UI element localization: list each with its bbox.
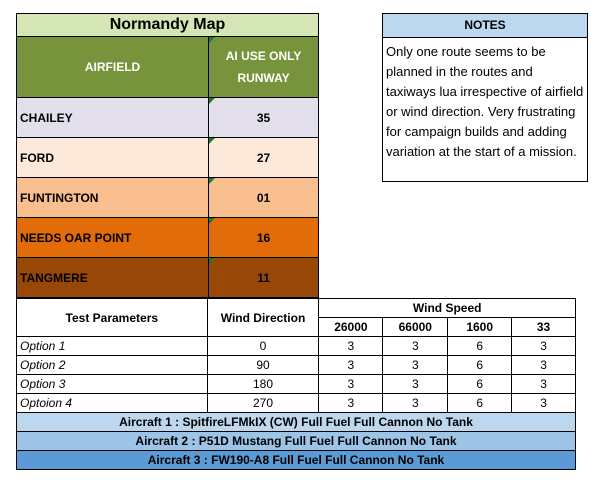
notes-title[interactable]: NOTES [383, 14, 587, 38]
airfield-row [17, 98, 319, 138]
wind-speed-column[interactable]: 1600 [448, 318, 512, 337]
airfield-runway[interactable] [209, 258, 319, 298]
comment-marker-icon [209, 138, 215, 144]
comment-marker-icon [209, 218, 215, 224]
wind-speed-header[interactable]: Wind Speed [319, 299, 576, 318]
runway-column-header-label: AI USE ONLY RUNWAY [225, 49, 302, 85]
airfield-runway[interactable] [209, 138, 319, 178]
wind-direction-cell[interactable]: 90 [207, 356, 319, 375]
wind-speed-cell[interactable]: 3 [383, 375, 448, 394]
option-label[interactable]: Optoion 4 [17, 394, 208, 413]
aircraft-1-cell[interactable]: Aircraft 1 : SpitfireLFMkIX (CW) Full Fuel Full Cannon No Tank [17, 413, 576, 432]
airfield-column-header[interactable]: AIRFIELD [17, 37, 209, 98]
airfield-name[interactable]: CHAILEY [17, 98, 209, 138]
aircraft-row [17, 451, 576, 470]
option-row [17, 337, 576, 356]
wind-speed-cell[interactable]: 3 [319, 394, 383, 413]
airfield-runway[interactable] [209, 98, 319, 138]
wind-speed-column[interactable]: 26000 [319, 318, 383, 337]
wind-speed-cell[interactable]: 3 [383, 356, 448, 375]
wind-speed-column[interactable]: 66000 [383, 318, 448, 337]
wind-speed-cell[interactable]: 3 [383, 394, 448, 413]
airfield-name[interactable]: TANGMERE [17, 258, 209, 298]
wind-speed-cell[interactable]: 3 [319, 375, 383, 394]
aircraft-row [17, 432, 576, 451]
comment-marker-icon [209, 258, 215, 264]
airfield-runway-value: 16 [256, 230, 271, 245]
airfield-name[interactable]: FUNTINGTON [17, 178, 209, 218]
wind-speed-cell[interactable]: 6 [448, 337, 512, 356]
option-label[interactable]: Option 2 [17, 356, 208, 375]
notes-box [382, 13, 588, 182]
wind-direction-cell[interactable]: 270 [207, 394, 319, 413]
wind-direction-cell[interactable]: 180 [207, 375, 319, 394]
wind-speed-cell[interactable]: 3 [319, 356, 383, 375]
aircraft-2-cell[interactable]: Aircraft 2 : P51D Mustang Full Fuel Full Cannon No Tank [17, 432, 576, 451]
map-title[interactable]: Normandy Map [17, 14, 319, 37]
aircraft-row [17, 413, 576, 432]
wind-speed-cell[interactable]: 6 [448, 356, 512, 375]
option-label[interactable]: Option 3 [17, 375, 208, 394]
wind-speed-cell[interactable]: 3 [512, 394, 576, 413]
wind-speed-cell[interactable]: 3 [512, 337, 576, 356]
wind-speed-cell[interactable]: 6 [448, 375, 512, 394]
airfield-row [17, 218, 319, 258]
airfield-runway-value: 01 [256, 190, 271, 205]
airfield-runway-value: 11 [257, 270, 270, 285]
airfield-runway[interactable] [209, 178, 319, 218]
comment-marker-icon [209, 178, 215, 184]
airfield-name[interactable]: FORD [17, 138, 209, 178]
option-row [17, 394, 576, 413]
test-parameters-header[interactable]: Test Parameters [17, 299, 208, 337]
wind-speed-cell[interactable]: 3 [383, 337, 448, 356]
runway-column-header[interactable] [209, 37, 319, 98]
comment-marker-icon [209, 37, 215, 43]
airfield-runway-value: 27 [256, 150, 271, 165]
aircraft-3-cell[interactable]: Aircraft 3 : FW190-A8 Full Fuel Full Cannon No Tank [17, 451, 576, 470]
airfield-row [17, 258, 319, 298]
wind-speed-cell[interactable]: 6 [448, 394, 512, 413]
airfield-name[interactable]: NEEDS OAR POINT [17, 218, 209, 258]
wind-direction-header[interactable]: Wind Direction [207, 299, 319, 337]
wind-speed-column[interactable]: 33 [512, 318, 576, 337]
notes-text[interactable]: Only one route seems to be planned in the routes and taxiways lua irrespective of airfield or wind direction. Very frustrating for campaign builds and adding variation at the start of a mission. [386, 44, 584, 159]
airfield-table [16, 13, 319, 298]
wind-speed-cell[interactable]: 3 [319, 337, 383, 356]
airfield-row [17, 178, 319, 218]
airfield-runway[interactable] [209, 218, 319, 258]
wind-direction-cell[interactable]: 0 [207, 337, 319, 356]
airfield-row [17, 138, 319, 178]
option-row [17, 375, 576, 394]
option-row [17, 356, 576, 375]
option-label[interactable]: Option 1 [17, 337, 208, 356]
wind-speed-cell[interactable]: 3 [512, 375, 576, 394]
test-parameters-table [16, 298, 576, 470]
wind-speed-cell[interactable]: 3 [512, 356, 576, 375]
comment-marker-icon [209, 98, 215, 104]
airfield-runway-value: 35 [256, 110, 271, 125]
